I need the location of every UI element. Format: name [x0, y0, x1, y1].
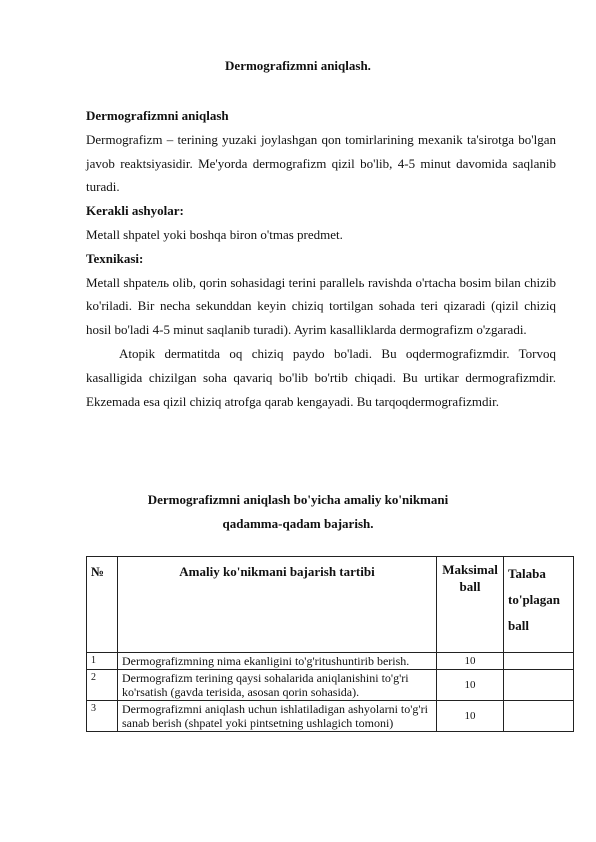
technique-paragraph: Metall shpateль olib, qorin sohasidagi terini parallelь ravishda o'rtacha bosim bilan chizib ko'riladi. Bir necha sekunddan keyin chiziq tortilgan sohada teri qizaradi (qizil chiziq hosil bo'ladi 4-5 minut saqlanib turadi). Ayrim kasalliklarda dermografizm o'zgaradi. — [86, 274, 556, 338]
technique-heading: Texnikasi: — [86, 250, 144, 266]
materials-paragraph: Metall shpatel yoki boshqa biron o'tmas predmet. — [86, 226, 343, 242]
row-number: 2 — [87, 670, 118, 701]
table-row — [87, 670, 574, 701]
row-number: 1 — [87, 653, 118, 670]
table-row — [87, 653, 574, 670]
row-task: Dermografizmni aniqlash uchun ishlatiladigan ashyolarni to'g'ri sanab berish (shpatel yoki pintsetning ushlagich tomoni) — [118, 701, 437, 732]
table-header-row — [87, 557, 574, 653]
header-max-score: Maksimal ball — [437, 557, 504, 653]
row-number: 3 — [87, 701, 118, 732]
table-row — [87, 701, 574, 732]
row-student-score[interactable] — [504, 701, 574, 732]
intro-paragraph: Dermografizm – terining yuzaki joylashgan qon tomirlarining mexanik ta'sirotga bo'lgan javob reaktsiyasidir. Me'yorda dermografizm qizil bo'lib, 4-5 minut davomida saqlanib turadi. — [86, 131, 556, 195]
row-task: Dermografizmning nima ekanligini to'g'ritushuntirib berish. — [118, 653, 437, 670]
page-title: Dermografizmni aniqlash. — [225, 58, 371, 73]
table-title-line-1: Dermografizmni aniqlash bo'yicha amaliy ko'nikmani — [147, 492, 449, 507]
document-body — [86, 104, 556, 413]
atopic-paragraph: Atopik dermatitda oq chiziq paydo bo'ladi. Bu oqdermografizmdir. Torvoq kasalligida chizilgan soha qavariq bo'lib bo'rtib chiqadi. Bu urtikar dermografizmdir. Ekzemada esa qizil chiziq atrofga qarab kengayadi. Bu tarqoqdermografizmdir. — [86, 345, 556, 409]
row-student-score[interactable] — [504, 653, 574, 670]
row-task: Dermografizm terining qaysi sohalarida aniqlanishini to'g'ri ko'rsatish (gavda terisida, asosan qorin sohasida). — [118, 670, 437, 701]
row-student-score[interactable] — [504, 670, 574, 701]
header-task: Amaliy ko'nikmani bajarish tartibi — [118, 557, 437, 653]
table-title-line-2: qadamma-qadam bajarish. — [222, 516, 374, 531]
skills-table — [86, 556, 574, 732]
header-student-score: Talaba to'plagan ball — [504, 557, 574, 653]
row-max-score: 10 — [437, 701, 504, 732]
materials-heading: Kerakli ashyolar: — [86, 203, 184, 219]
row-max-score: 10 — [437, 653, 504, 670]
row-max-score: 10 — [437, 670, 504, 701]
section-heading: Dermografizmni aniqlash — [86, 108, 229, 123]
header-number: № — [87, 557, 118, 653]
